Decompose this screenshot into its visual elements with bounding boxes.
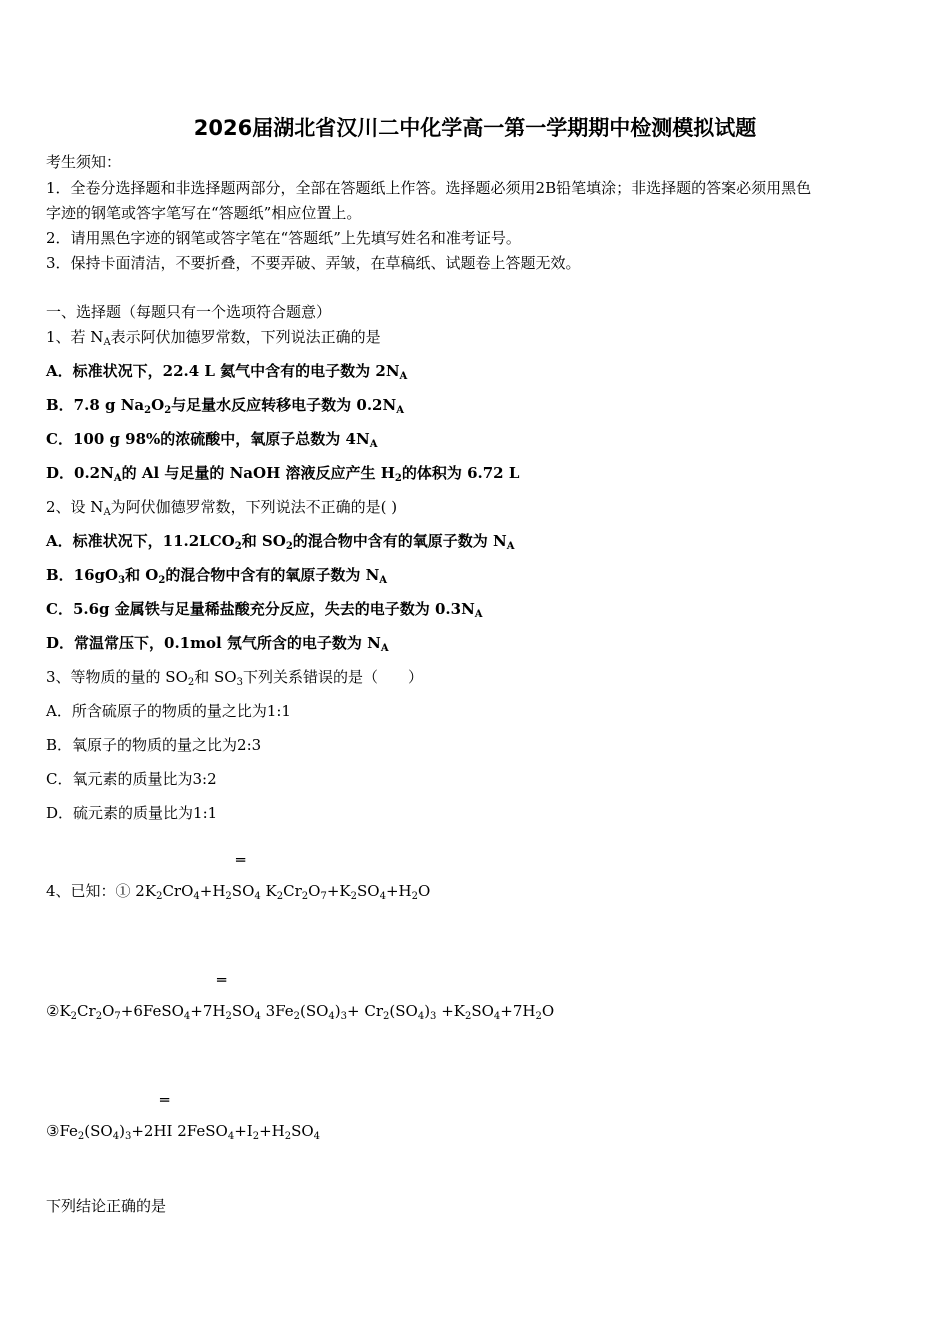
- formula-text: +7H: [190, 1002, 226, 1020]
- formula-text: SO: [231, 1002, 255, 1020]
- formula-text: SO: [291, 1122, 314, 1140]
- q4-reaction-1: [46, 881, 430, 901]
- q4-conclusion: 下列结论正确的是: [46, 1197, 167, 1215]
- notice-heading: 考生须知：: [46, 153, 122, 171]
- q4-reaction-2: [46, 1001, 554, 1021]
- q3-option-c[interactable]: C．氧元素的质量比为3:2: [46, 770, 217, 788]
- formula-subscript: 2: [225, 1011, 232, 1022]
- notice-line-1b: 字迹的钢笔或答字笔写在“答题纸”相应位置上。: [46, 204, 362, 222]
- q2-option-d[interactable]: D．常温常压下，0.1mol 氖气所含的电子数为 $N_A$: [46, 634, 389, 654]
- formula-text: SO: [231, 882, 255, 900]
- formula-text: +K: [436, 1002, 465, 1020]
- formula-text: 3Fe: [260, 1002, 294, 1020]
- q2-option-a[interactable]: A．标准状况下，$11.2LCO_2$和 $SO_2$的混合物中含有的氧原子数为 $N_A$: [46, 532, 515, 552]
- formula-text: Cr: [77, 1002, 96, 1020]
- formula-subscript: 3: [430, 1011, 437, 1022]
- formula-subscript: 2: [535, 1011, 542, 1022]
- formula-subscript: 4: [254, 891, 261, 902]
- notice-line-3: 3．保持卡面清洁，不要折叠，不要弄破、弄皱，在草稿纸、试题卷上答题无效。: [46, 254, 581, 272]
- formula-text: ③Fe: [46, 1122, 78, 1140]
- formula-subscript: 2: [156, 891, 163, 902]
- q3-stem: 3、等物质的量的 $SO_2$和 $SO_3$下列关系错误的是（ ）: [46, 668, 423, 688]
- formula-subscript: 2: [95, 1011, 103, 1022]
- formula-subscript: 4: [254, 1011, 261, 1022]
- formula-subscript: 2: [301, 891, 309, 902]
- formula-text: +7H: [500, 1002, 536, 1020]
- q1-stem: 1、若 $N_A$表示阿伏加德罗常数，下列说法正确的是: [46, 328, 381, 348]
- formula-subscript: 2: [225, 891, 232, 902]
- formula-subscript: 2: [383, 1011, 390, 1022]
- equal-sign-1: ═: [236, 851, 246, 869]
- formula-text: O: [308, 882, 321, 900]
- q3-option-d[interactable]: D．硫元素的质量比为1:1: [46, 804, 218, 822]
- formula-subscript: 7: [114, 1011, 121, 1022]
- formula-subscript: 2: [77, 1131, 85, 1142]
- formula-text: O: [417, 882, 431, 900]
- formula-text: (SO: [299, 1002, 329, 1020]
- formula-text: +H: [385, 882, 412, 900]
- formula-subscript: 4: [112, 1131, 120, 1142]
- q1-option-d[interactable]: D．$0.2N_A$的 Al 与足量的 NaOH 溶液反应产生 $H_2$的体积为 6.72 L: [46, 464, 520, 484]
- formula-subscript: 2: [252, 1131, 260, 1142]
- formula-subscript: 2: [70, 1011, 78, 1022]
- notice-line-1a: 1．全卷分选择题和非选择题两部分，全部在答题纸上作答。选择题必须用2B铅笔填涂；非选择题的答案必须用黑色: [46, 179, 812, 197]
- formula-text: ②K: [46, 1002, 71, 1020]
- q2-option-c[interactable]: C．5.6g 金属铁与足量稀盐酸充分反应，失去的电子数为 $0.3N_A$: [46, 600, 483, 620]
- formula-subscript: 2: [284, 1131, 292, 1142]
- formula-subscript: 2: [276, 891, 284, 902]
- formula-text: CrO: [162, 882, 194, 900]
- formula-subscript: 4: [328, 1011, 335, 1022]
- formula-text: +H: [259, 1122, 285, 1140]
- formula-text: + Cr: [347, 1002, 383, 1020]
- formula-text: SO: [356, 882, 380, 900]
- formula-subscript: 7: [320, 891, 327, 902]
- q4-reaction-3: [46, 1121, 320, 1141]
- formula-text: +6FeSO: [120, 1002, 184, 1020]
- formula-text: +H: [199, 882, 226, 900]
- q3-option-b[interactable]: B．氧原子的物质的量之比为2:3: [46, 736, 262, 754]
- q3-option-a[interactable]: A．所含硫原子的物质的量之比为1:1: [46, 702, 291, 720]
- formula-text: +I: [234, 1122, 253, 1140]
- formula-subscript: 3: [340, 1011, 348, 1022]
- formula-text: (SO: [389, 1002, 418, 1020]
- formula-subscript: 2: [350, 891, 357, 902]
- formula-text: K: [260, 882, 277, 900]
- notice-line-2: 2．请用黑色字迹的钢笔或答字笔在“答题纸”上先填写姓名和准考证号。: [46, 229, 521, 247]
- q2-option-b[interactable]: B．$16gO_3$和 $O_2$的混合物中含有的氧原子数为 $N_A$: [46, 566, 388, 586]
- formula-subscript: 4: [417, 1011, 425, 1022]
- q1-option-c[interactable]: C．100 g 98%的浓硫酸中，氧原子总数为 $4N_A$: [46, 430, 378, 450]
- section-heading: 一、选择题（每题只有一个选项符合题意）: [46, 303, 332, 321]
- formula-subscript: 2: [293, 1011, 300, 1022]
- formula-text: +2HI 2FeSO: [131, 1122, 228, 1140]
- formula-subscript: 4: [227, 1131, 235, 1142]
- formula-text: 4、已知：① 2K: [46, 882, 157, 900]
- formula-text: Cr: [283, 882, 302, 900]
- equal-sign-2: ═: [217, 971, 227, 989]
- formula-subscript: 4: [193, 891, 200, 902]
- formula-subscript: 4: [313, 1131, 321, 1142]
- page-title: 2026届湖北省汉川二中化学高一第一学期期中检测模拟试题: [193, 116, 757, 140]
- q2-stem: 2、设 $N_A$为阿伏伽德罗常数，下列说法不正确的是( ): [46, 498, 398, 518]
- q1-option-b[interactable]: B．7.8 g $Na_2O_2$与足量水反应转移电子数为 $0.2N_A$: [46, 396, 404, 416]
- formula-subscript: 4: [183, 1011, 191, 1022]
- formula-text: ): [424, 1002, 431, 1020]
- formula-subscript: 2: [411, 891, 418, 902]
- formula-subscript: 3: [124, 1131, 132, 1142]
- formula-text: +K: [326, 882, 351, 900]
- q1-option-a[interactable]: A．标准状况下，22.4 L 氦气中含有的电子数为 $2N_A$: [46, 362, 408, 382]
- formula-text: ): [119, 1122, 125, 1140]
- formula-text: O: [541, 1002, 555, 1020]
- formula-text: (SO: [84, 1122, 113, 1140]
- formula-subscript: 2: [464, 1011, 472, 1022]
- formula-subscript: 4: [493, 1011, 501, 1022]
- formula-subscript: 4: [379, 891, 386, 902]
- formula-text: ): [334, 1002, 341, 1020]
- equal-sign-3: ═: [160, 1091, 170, 1109]
- formula-text: O: [102, 1002, 115, 1020]
- formula-text: SO: [471, 1002, 494, 1020]
